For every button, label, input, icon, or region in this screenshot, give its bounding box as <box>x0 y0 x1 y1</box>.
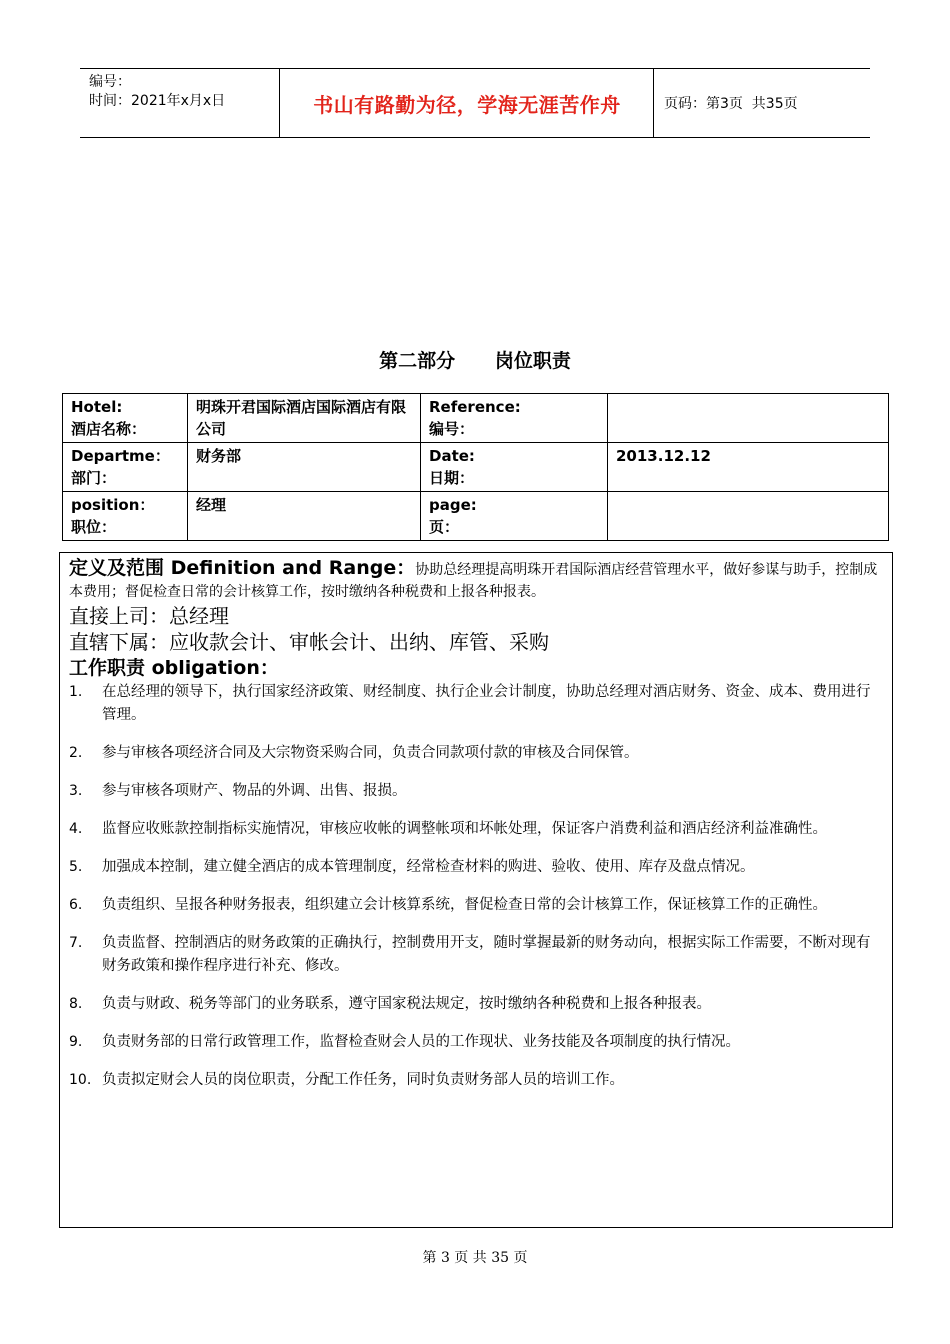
page-label-cell <box>421 492 608 541</box>
reference-label-cell <box>421 394 608 443</box>
reference-label-en: Reference: <box>429 398 521 416</box>
duties-list <box>69 681 882 1092</box>
duty-text: 负责组织、呈报各种财务报表，组织建立会计核算系统，督促检查日常的会计核算工作，保证核算工作的正确性。 <box>102 897 827 913</box>
page-header <box>80 68 870 138</box>
duty-text: 负责拟定财会人员的岗位职责，分配工作任务，同时负责财务部人员的培训工作。 <box>102 1072 624 1088</box>
date-label-cell <box>421 443 608 492</box>
hotel-label-cell <box>63 394 188 443</box>
date-value: 2013.12.12 <box>608 443 889 492</box>
hotel-value: 明珠开君国际酒店国际酒店有限公司 <box>188 394 421 443</box>
page-label-cn: 页： <box>429 518 460 536</box>
subordinates-line: 直辖下属：应收款会计、审帐会计、出纳、库管、采购 <box>69 630 549 654</box>
reference-label-cn: 编号： <box>429 420 475 438</box>
definition-label: 定义及范围 Definition and Range： <box>69 557 416 579</box>
duty-number: 2. <box>69 745 83 761</box>
department-label-cn: 部门： <box>71 469 117 487</box>
page-label-en: page: <box>429 496 477 514</box>
page-value <box>608 492 889 541</box>
table-row <box>63 492 889 541</box>
duty-number: 7. <box>69 935 83 951</box>
list-item <box>69 780 882 803</box>
hotel-label-cn: 酒店名称： <box>71 420 147 438</box>
list-item <box>69 818 882 841</box>
duty-number: 10. <box>69 1072 92 1088</box>
list-item <box>69 894 882 917</box>
supervisor-line: 直接上司：总经理 <box>69 604 229 628</box>
duty-number: 8. <box>69 996 83 1012</box>
reference-value <box>608 394 889 443</box>
duty-number: 9. <box>69 1034 83 1050</box>
list-item <box>69 1069 882 1092</box>
header-number-label: 编号： <box>89 74 131 90</box>
duty-text: 监督应收账款控制指标实施情况，审核应收帐的调整帐项和坏帐处理，保证客户消费利益和酒店经济利益准确性。 <box>102 821 827 837</box>
job-description-box <box>59 552 893 1228</box>
info-table <box>62 393 889 541</box>
header-page-info: 页码：第3页 共35页 <box>664 96 798 112</box>
section-title: 第二部分 岗位职责 <box>379 350 571 372</box>
list-item <box>69 856 882 879</box>
list-item <box>69 1031 882 1054</box>
duty-number: 6. <box>69 897 83 913</box>
duty-number: 5. <box>69 859 83 875</box>
duty-number: 1. <box>69 684 83 700</box>
date-label-en: Date: <box>429 447 475 465</box>
duty-text: 参与审核各项财产、物品的外调、出售、报损。 <box>102 783 407 799</box>
department-value: 财务部 <box>188 443 421 492</box>
definition-paragraph <box>69 557 882 603</box>
duties-title: 工作职责 obligation： <box>69 657 279 679</box>
duty-text: 负责监督、控制酒店的财务政策的正确执行，控制费用开支，随时掌握最新的财务动向，根据实际工作需要，不断对现有财务政策和操作程序进行补充、修改。 <box>102 935 871 974</box>
duty-text: 负责财务部的日常行政管理工作，监督检查财会人员的工作现状、业务技能及各项制度的执行情况。 <box>102 1034 740 1050</box>
header-motto: 书山有路勤为径，学海无涯苦作舟 <box>281 69 654 137</box>
definition-text: 协助总经理提高明珠开君国际酒店经营管理水平，做好参谋与助手，控制成本费用；督促检查日常的会计核算工作，按时缴纳各种税费和上报各种报表。 <box>69 562 878 600</box>
page-footer: 第 3 页 共 35 页 <box>422 1250 528 1266</box>
duty-text: 负责与财政、税务等部门的业务联系，遵守国家税法规定，按时缴纳各种税费和上报各种报表。 <box>102 996 711 1012</box>
duty-number: 4. <box>69 821 83 837</box>
duty-text: 参与审核各项经济合同及大宗物资采购合同，负责合同款项付款的审核及合同保管。 <box>102 745 639 761</box>
duty-text: 在总经理的领导下，执行国家经济政策、财经制度、执行企业会计制度，协助总经理对酒店财务、资金、成本、费用进行管理。 <box>102 684 871 723</box>
list-item <box>69 742 882 765</box>
list-item <box>69 681 882 727</box>
position-label-en: position： <box>71 496 155 514</box>
position-value: 经理 <box>188 492 421 541</box>
department-label-en: Departme： <box>71 447 170 465</box>
list-item <box>69 993 882 1016</box>
list-item <box>69 932 882 978</box>
duty-text: 加强成本控制，建立健全酒店的成本管理制度，经常检查材料的购进、验收、使用、库存及盘点情况。 <box>102 859 755 875</box>
position-label-cn: 职位： <box>71 518 117 536</box>
date-label-cn: 日期： <box>429 469 475 487</box>
table-row <box>63 443 889 492</box>
table-row <box>63 394 889 443</box>
department-label-cell <box>63 443 188 492</box>
position-label-cell <box>63 492 188 541</box>
header-meta <box>80 69 280 137</box>
header-time-label: 时间：2021年x月x日 <box>89 93 226 109</box>
duty-number: 3. <box>69 783 83 799</box>
hotel-label-en: Hotel: <box>71 398 123 416</box>
